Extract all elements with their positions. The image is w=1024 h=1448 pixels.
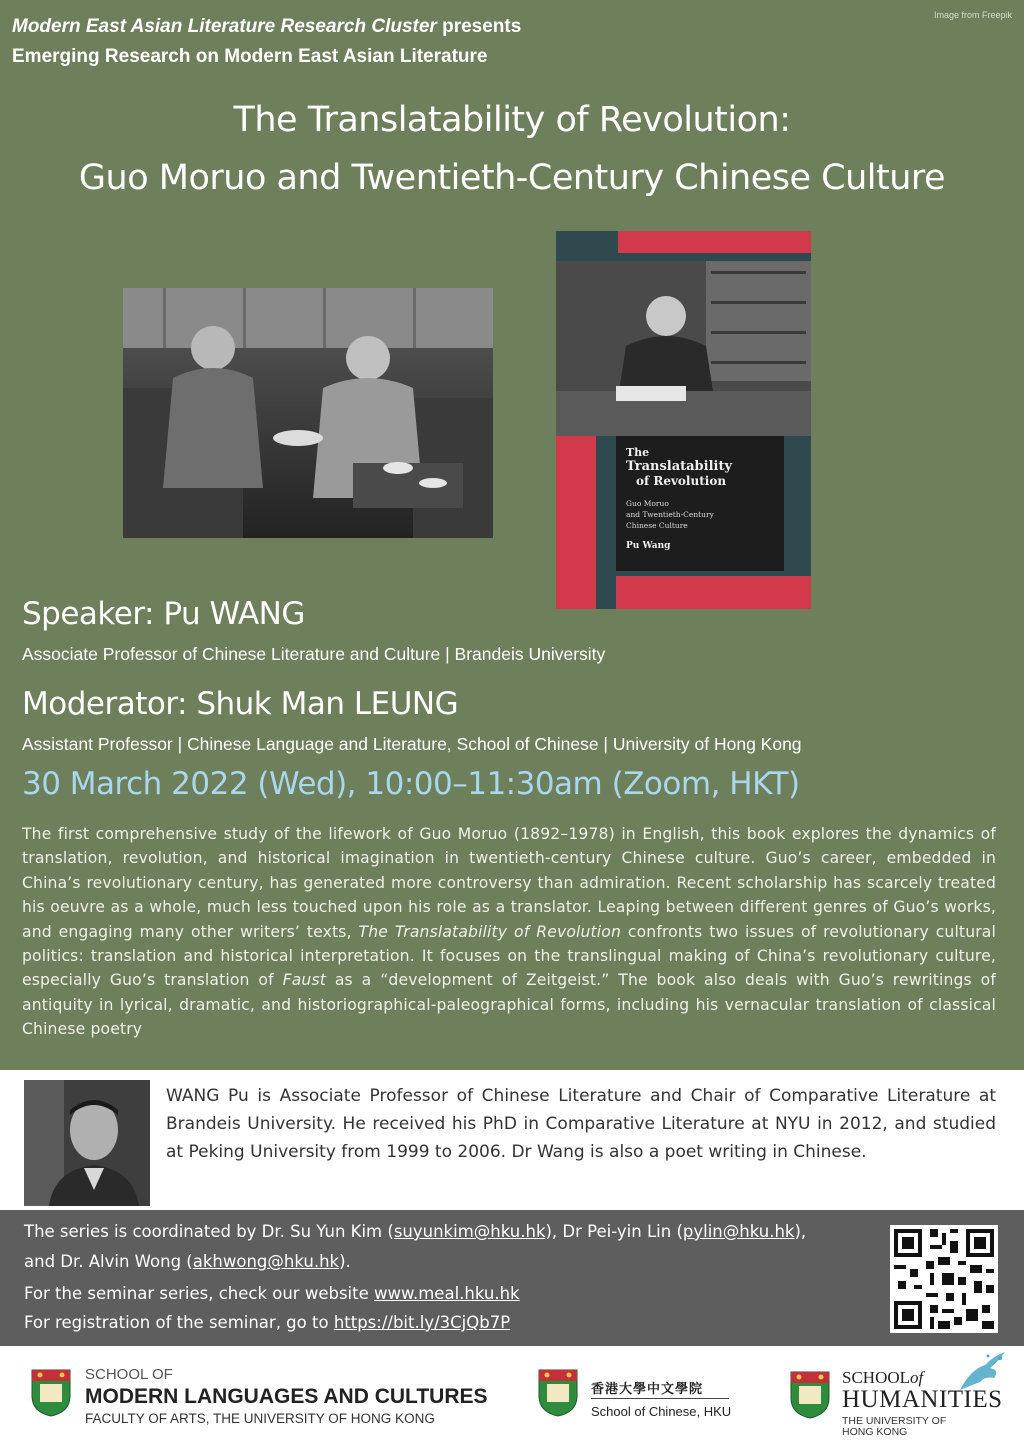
book-cover — [556, 231, 811, 609]
abstract-part1: The first comprehensive study of the lifework of Guo Moruo (1892–1978) in English, this book explores the dynamics of translation, revolution, and historical imagination in twentieth-century Chinese culture. Guo’s career, embedded in China’s revolutionary century, has generated more controversy than admiration. Recent scholarship has scarcely treated his oeuvre as a whole, much less touched upon his role as a translator. Leaping between different genres of Guo’s works, and engaging many other writers’ texts, — [22, 825, 996, 941]
cover-title-the: The — [626, 446, 650, 459]
cover-red-band-top — [618, 231, 811, 253]
cover-author: Pu Wang — [626, 541, 671, 551]
qr-code-icon — [890, 1225, 998, 1333]
registration-line — [24, 1313, 510, 1332]
abstract-part2: confronts two issues of revolutionary cultural politics: translation and historical interpretation. It focuses on the translingual making of China’s revolutionary culture, especially Guo’s translation of — [22, 922, 996, 990]
humanities-school-of — [842, 1368, 923, 1388]
email-link-wong[interactable]: akhwong@hku.hk — [192, 1252, 340, 1271]
humanities-school-word: SCHOOL — [842, 1368, 911, 1387]
contact-text: ), — [794, 1222, 807, 1241]
cover-subtitle — [626, 498, 774, 531]
cover-title-main: Translatability — [626, 459, 733, 474]
smlc-name: MODERN LANGUAGES AND CULTURES — [85, 1385, 488, 1408]
website-text: For the seminar series, check our website — [24, 1284, 375, 1303]
website-line — [24, 1284, 520, 1303]
speaker-portrait — [24, 1080, 150, 1206]
humanities-university: THE UNIVERSITY OF HONG KONG — [842, 1415, 947, 1438]
moderator-heading: Moderator: Shuk Man LEUNG — [22, 686, 459, 722]
contact-line2 — [24, 1252, 351, 1271]
logo-divider — [591, 1398, 729, 1399]
registration-text: For registration of the seminar, go to — [24, 1313, 334, 1332]
cover-subtitle-line3: Chinese Culture — [626, 521, 688, 530]
speaker-affiliation: Associate Professor of Chinese Literature and Culture | Brandeis University — [22, 644, 606, 664]
cover-red-band-bottom — [616, 576, 811, 609]
cover-subtitle-line2: and Twentieth-Century — [626, 510, 714, 519]
presents-text: presents — [436, 16, 522, 37]
smlc-faculty: FACULTY OF ARTS, THE UNIVERSITY OF HONG KONG — [85, 1411, 435, 1426]
abstract-part3: as a “development of Zeitgeist.” The book also deals with Guo’s rewritings of antiquity in lyrical, dramatic, and historiographical-paleographical forms, including his vernacular translation of classical Chinese poetry — [22, 971, 996, 1039]
smlc-school-of: SCHOOL OF — [85, 1366, 173, 1383]
qr-code[interactable] — [890, 1225, 998, 1333]
speaker-portrait-illustration — [24, 1080, 150, 1206]
school-of-chinese-en: School of Chinese, HKU — [591, 1404, 732, 1419]
humanities-of-word: of — [910, 1368, 924, 1387]
school-of-chinese-cn: 香港大學中文學院 — [591, 1382, 704, 1397]
moderator-affiliation: Assistant Professor | Chinese Language and Literature, School of Chinese | University of Hong Kong — [22, 734, 802, 754]
cover-title-box — [616, 436, 784, 571]
cluster-name: Modern East Asian Literature Research Cluster — [12, 16, 437, 37]
contact-text: The series is coordinated by Dr. Su Yun Kim ( — [24, 1222, 394, 1241]
hku-crest-icon — [789, 1370, 831, 1420]
cover-title-sub: of Revolution — [636, 474, 727, 488]
cover-photo-illustration — [556, 261, 811, 436]
speaker-heading: Speaker: Pu WANG — [22, 596, 305, 632]
hku-crest-icon — [30, 1368, 72, 1418]
abstract-italic-title: The Translatability of Revolution — [358, 922, 622, 941]
contact-line1 — [24, 1222, 806, 1241]
historical-photo-illustration — [123, 288, 493, 538]
presenter-line — [12, 16, 521, 38]
cover-subtitle-line1: Guo Moruo — [626, 499, 669, 508]
registration-link[interactable]: https://bit.ly/3CjQb7P — [333, 1313, 511, 1332]
event-title-line1: The Translatability of Revolution: — [233, 100, 791, 140]
cover-red-band-left — [556, 436, 596, 609]
contact-text: ), Dr Pei-yin Lin ( — [545, 1222, 683, 1241]
speaker-bio: WANG Pu is Associate Professor of Chinese Literature and Chair of Comparative Literature at Brandeis University. He received his PhD in Comparative Literature at NYU in 2012, and studied at Peking University from 1999 to 2006. Dr Wang is also a poet writing in Chinese. — [166, 1086, 996, 1162]
contact-text: ). — [339, 1252, 351, 1271]
event-date: 30 March 2022 (Wed), 10:00–11:30am (Zoom, HKT) — [22, 766, 800, 802]
historical-photo — [123, 288, 493, 538]
email-link-lin[interactable]: pylin@hku.hk — [682, 1222, 795, 1241]
abstract-italic-faust: Faust — [282, 971, 326, 990]
series-name: Emerging Research on Modern East Asian Literature — [12, 46, 488, 67]
image-credit: Image from Freepik — [933, 10, 1012, 20]
contact-text: and Dr. Alvin Wong ( — [24, 1252, 193, 1271]
email-link-kim[interactable]: suyunkim@hku.hk — [393, 1222, 546, 1241]
cover-photo — [556, 261, 811, 436]
hku-crest-icon — [537, 1368, 579, 1418]
book-abstract — [22, 822, 996, 1042]
event-title-line2: Guo Moruo and Twentieth-Century Chinese Culture — [78, 158, 946, 198]
humanities-name: HUMANITIES — [842, 1386, 1003, 1413]
website-link[interactable]: www.meal.hku.hk — [374, 1284, 520, 1303]
